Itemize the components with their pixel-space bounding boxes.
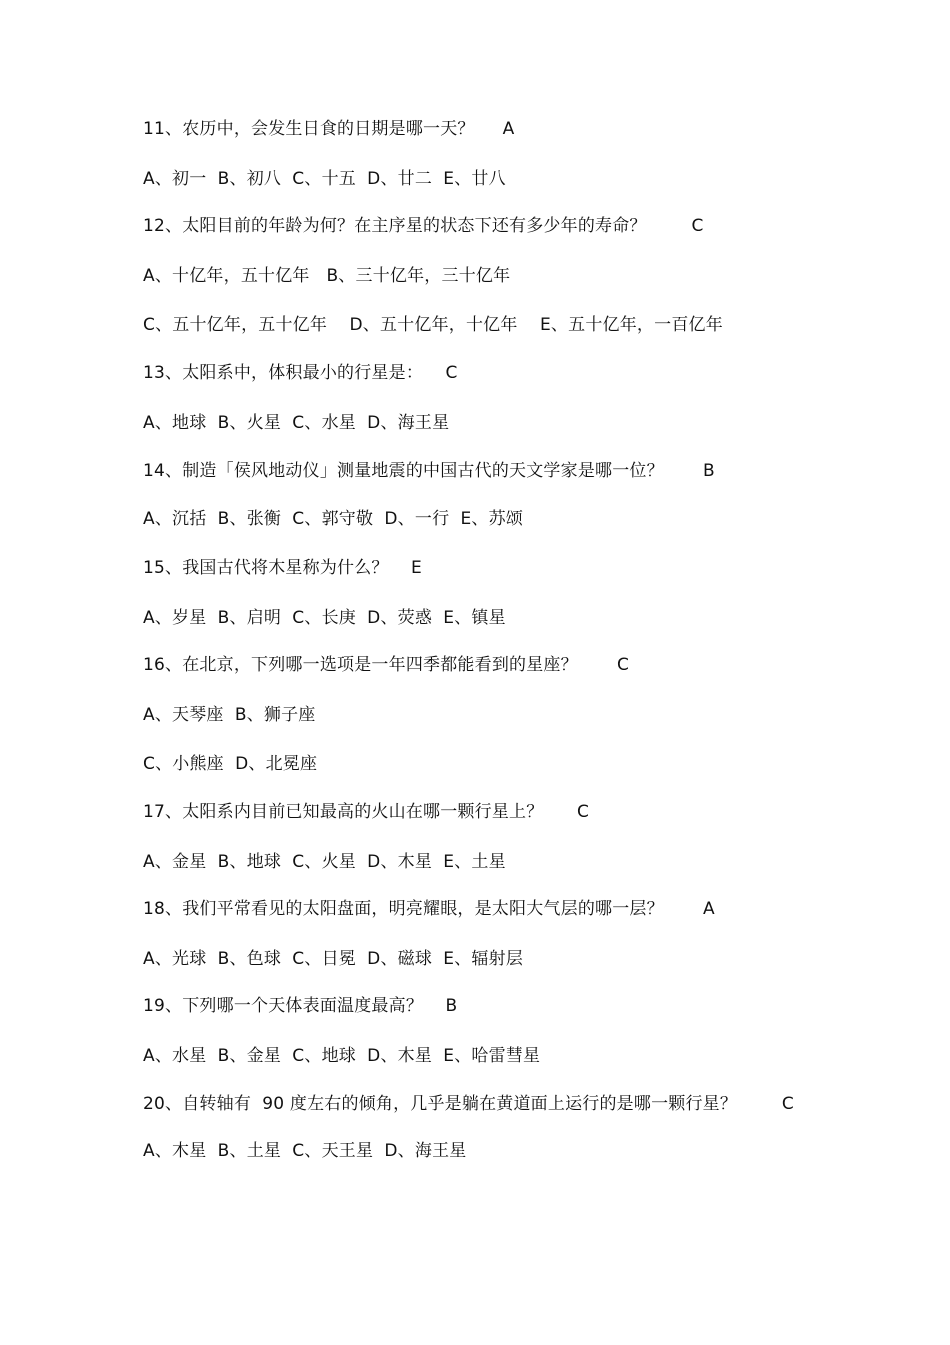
options-11: A、初一 B、初八 C、十五 D、廿二 E、廿八 xyxy=(143,169,506,189)
question-11: 11、农历中，会发生日食的日期是哪一天？ A xyxy=(143,119,515,139)
options-12-line1: A、十亿年，五十亿年 B、三十亿年，三十亿年 xyxy=(143,266,511,286)
question-13: 13、太阳系中，体积最小的行星是： C xyxy=(143,363,458,383)
options-16-line1: A、天琴座 B、狮子座 xyxy=(143,705,316,725)
options-14: A、沉括 B、张衡 C、郭守敬 D、一行 E、苏颂 xyxy=(143,509,524,529)
options-12-line2: C、五十亿年，五十亿年 D、五十亿年，十亿年 E、五十亿年，一百亿年 xyxy=(143,315,723,335)
options-16-line2: C、小熊座 D、北冕座 xyxy=(143,754,318,774)
question-20: 20、自转轴有 90 度左右的倾角，几乎是躺在黄道面上运行的是哪一颗行星？ C xyxy=(143,1094,794,1114)
question-15: 15、我国古代将木星称为什么？ E xyxy=(143,558,422,578)
question-17: 17、太阳系内目前已知最高的火山在哪一颗行星上？ C xyxy=(143,802,590,822)
question-16: 16、在北京，下列哪一选项是一年四季都能看到的星座？ C xyxy=(143,655,630,675)
question-14: 14、制造「侯风地动仪」测量地震的中国古代的天文学家是哪一位？ B xyxy=(143,461,715,481)
question-18: 18、我们平常看见的太阳盘面，明亮耀眼，是太阳大气层的哪一层？ A xyxy=(143,899,715,919)
question-12: 12、太阳目前的年龄为何？在主序星的状态下还有多少年的寿命？ C xyxy=(143,216,704,236)
options-20: A、木星 B、土星 C、天王星 D、海王星 xyxy=(143,1141,467,1161)
options-13: A、地球 B、火星 C、水星 D、海王星 xyxy=(143,413,450,433)
options-15: A、岁星 B、启明 C、长庚 D、荧惑 E、镇星 xyxy=(143,608,506,628)
question-19: 19、下列哪一个天体表面温度最高？ B xyxy=(143,996,458,1016)
options-18: A、光球 B、色球 C、日冕 D、磁球 E、辐射层 xyxy=(143,949,524,969)
options-19: A、水星 B、金星 C、地球 D、木星 E、哈雷彗星 xyxy=(143,1046,541,1066)
options-17: A、金星 B、地球 C、火星 D、木星 E、土星 xyxy=(143,852,506,872)
